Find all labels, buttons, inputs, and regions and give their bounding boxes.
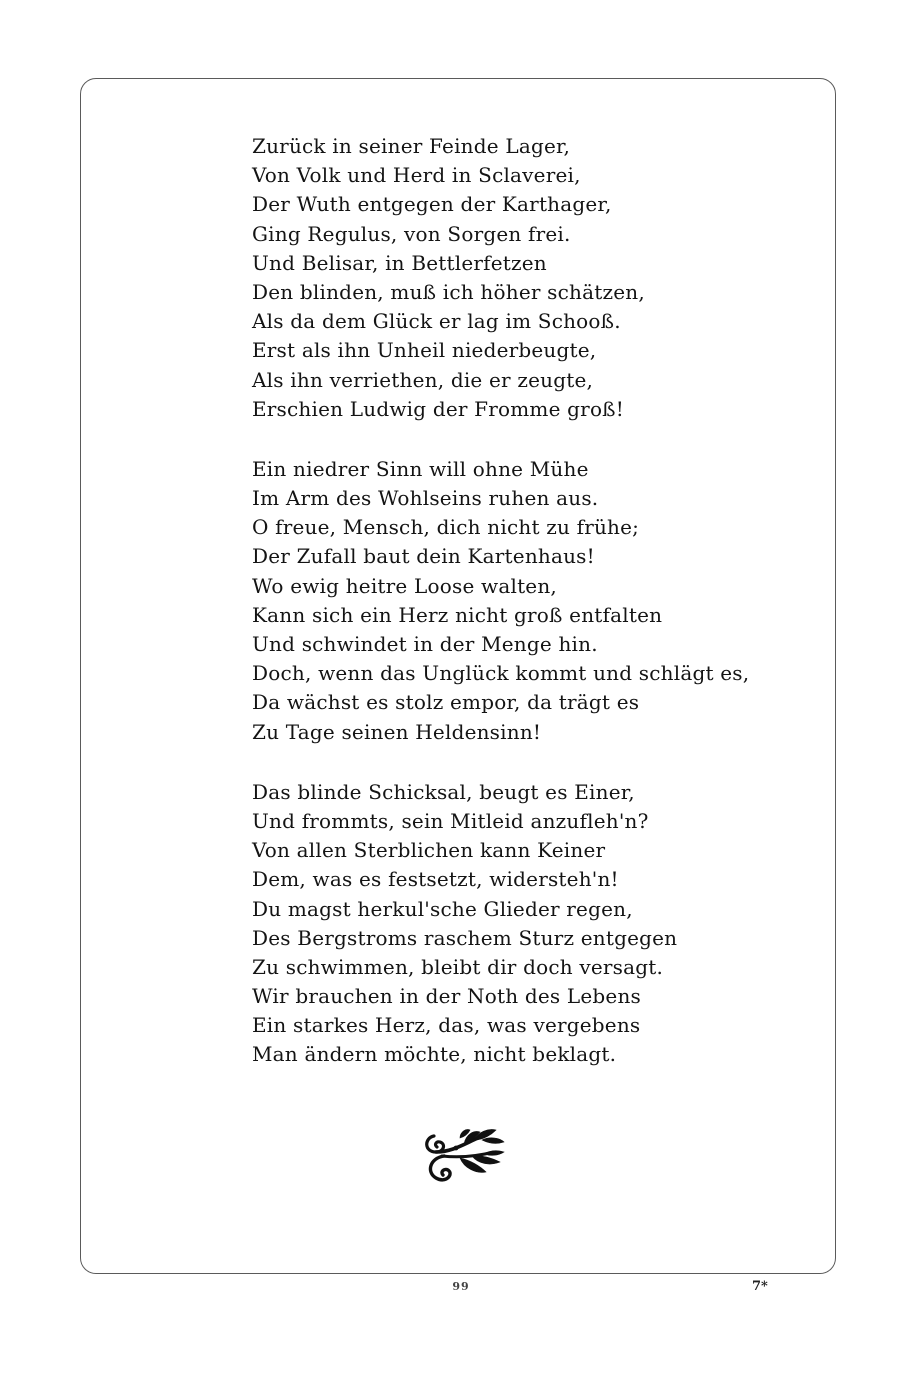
poem-line: Der Wuth entgegen der Karthager, <box>252 192 612 217</box>
poem-line: Von Volk und Herd in Sclaverei, <box>252 163 581 188</box>
poem-line: Den blinden, muß ich höher schätzen, <box>252 279 645 304</box>
poem-line: Da wächst es stolz empor, da trägt es <box>252 690 640 715</box>
poem-line: Und Belisar, in Bettlerfetzen <box>252 250 547 275</box>
signature-mark: 7* <box>752 1279 768 1294</box>
poem-line: O freue, Mensch, dich nicht zu frühe; <box>252 515 640 540</box>
stanza-1 <box>252 132 812 424</box>
poem-line: Das blinde Schicksal, beugt es Einer, <box>252 779 635 804</box>
poem-line: Der Zufall baut dein Kartenhaus! <box>252 544 595 569</box>
poem-line: Erschien Ludwig der Fromme groß! <box>252 396 624 421</box>
poem-line: Zurück in seiner Feinde Lager, <box>252 134 571 158</box>
poem-line: Kann sich ein Herz nicht groß entfalten <box>252 602 663 627</box>
poem-line: Als ihn verriethen, die er zeugte, <box>252 367 594 392</box>
poem-line: Dem, was es festsetzt, widersteh'n! <box>252 867 619 892</box>
poem-line: Wir brauchen in der Noth des Lebens <box>252 984 642 1009</box>
stanza-3 <box>252 778 812 1070</box>
poem-line: Ging Regulus, von Sorgen frei. <box>252 221 571 246</box>
poem-line: Zu schwimmen, bleibt dir doch versagt. <box>252 954 664 979</box>
floral-vignette-icon <box>420 1122 510 1188</box>
poem-line: Wo ewig heitre Loose walten, <box>252 573 557 598</box>
poem <box>252 132 812 1101</box>
poem-line: Doch, wenn das Unglück kommt und schlägt es, <box>252 661 750 686</box>
poem-line: Im Arm des Wohlseins ruhen aus. <box>252 486 599 511</box>
stanza-2 <box>252 455 812 747</box>
page-number: 99 <box>452 1280 470 1293</box>
poem-line: Und schwindet in der Menge hin. <box>252 632 598 656</box>
poem-line: Als da dem Glück er lag im Schooß. <box>252 309 621 334</box>
poem-line: Zu Tage seinen Heldensinn! <box>252 719 542 744</box>
poem-line: Ein starkes Herz, das, was vergebens <box>252 1013 641 1038</box>
poem-line: Du magst herkul'sche Glieder regen, <box>252 896 633 921</box>
poem-line: Von allen Sterblichen kann Keiner <box>252 838 606 863</box>
poem-line: Des Bergstroms raschem Sturz entgegen <box>252 925 678 950</box>
poem-line: Und frommts, sein Mitleid anzufleh'n? <box>252 808 649 833</box>
poem-line: Erst als ihn Unheil niederbeugte, <box>252 338 597 363</box>
poem-line: Man ändern möchte, nicht beklagt. <box>252 1042 617 1067</box>
poem-line: Ein niedrer Sinn will ohne Mühe <box>252 456 589 481</box>
